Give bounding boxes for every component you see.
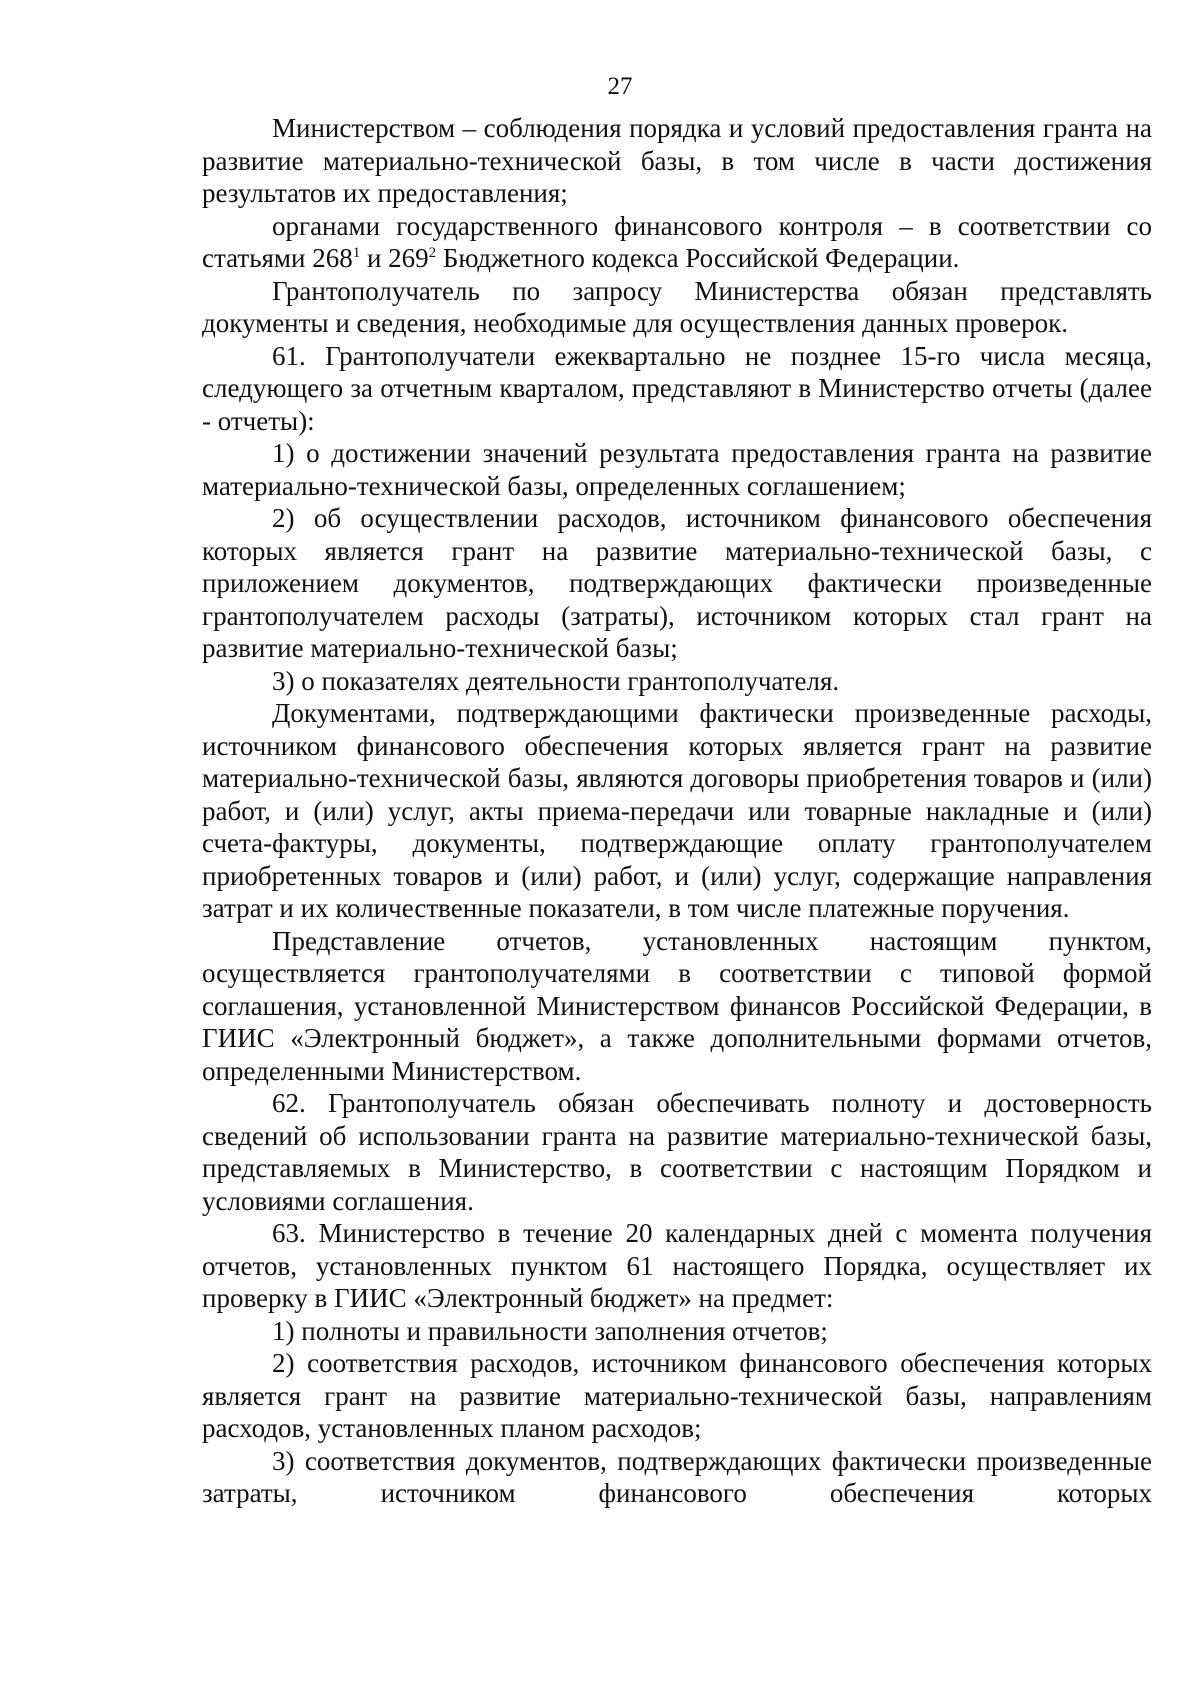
list-item: 3) о показателях деятельности грантополучателя.	[272, 665, 840, 696]
paragraph: Грантополучатель по запросу Министерства обязан представлять документы и сведения, необходимые для осуществления данных проверок.	[202, 275, 1152, 338]
superscript: 2	[428, 245, 437, 261]
paragraph: Министерством – соблюдения порядка и условий предоставления гранта на развитие материально-технической базы, в том числе в части достижения результатов их предоставления;	[202, 113, 1152, 208]
paragraph: 62. Грантополучатель обязан обеспечивать полноту и достоверность сведений об использовании гранта на развитие материально-технической базы, представляемых в Министерство, в соответствии с настоящим Порядком и условиями соглашения.	[202, 1088, 1152, 1216]
list-item: 2) соответствия расходов, источником финансового обеспечения которых является грант на развитие материально-технической базы, направлениям расходов, установленных планом расходов;	[202, 1348, 1152, 1443]
list-item: 2) об осуществлении расходов, источником финансового обеспечения которых является грант на развитие материально-технической базы, с приложением документов, подтверждающих фактически произведенные грантополучателем расходы (затраты), источником которых стал грант на развитие материально-технической базы;	[202, 503, 1152, 663]
list-item: 1) о достижении значений результата предоставления гранта на развитие материально-технической базы, определенных соглашением;	[202, 438, 1152, 501]
paragraph: Документами, подтверждающими фактически произведенные расходы, источником финансового обеспечения которых является грант на развитие материально-технической базы, являются договоры приобретения товаров и (или) работ, и (или) услуг, акты приема-передачи или товарные накладные и (или) счета-фактуры, документы, подтверждающие оплату грантополучателем приобретенных товаров и (или) работ, и (или) услуг, содержащие направления затрат и их количественные показатели, в том числе платежные поручения.	[202, 698, 1152, 923]
paragraph-text: Бюджетного кодекса Российской Федерации.	[436, 243, 960, 273]
page-number: 27	[607, 73, 633, 100]
paragraph-text: органами государственного финансового контроля – в соответствии со статьями 268	[202, 210, 1152, 273]
document-body	[202, 112, 1152, 1510]
paragraph: 61. Грантополучатели ежеквартально не позднее 15-го числа месяца, следующего за отчетным кварталом, представляют в Министерство отчеты (далее - отчеты):	[202, 340, 1152, 436]
superscript: 1	[352, 245, 361, 261]
paragraph-text: и 269	[360, 243, 429, 273]
paragraph	[202, 210, 1152, 275]
paragraph: Представление отчетов, установленных настоящим пунктом, осуществляется грантополучателями в соответствии с типовой формой соглашения, установленной Министерством финансов Российской Федерации, в ГИИС «Электронный бюджет», а также дополнительными формами отчетов, определенными Министерством.	[202, 925, 1152, 1086]
paragraph: 63. Министерство в течение 20 календарных дней с момента получения отчетов, установленных пунктом 61 настоящего Порядка, осуществляет их проверку в ГИИС «Электронный бюджет» на предмет:	[202, 1218, 1152, 1313]
list-item: 3) соответствия документов, подтверждающих фактически произведенные затраты, источником финансового обеспечения которых	[202, 1445, 1152, 1508]
list-item: 1) полноты и правильности заполнения отчетов;	[272, 1315, 828, 1346]
